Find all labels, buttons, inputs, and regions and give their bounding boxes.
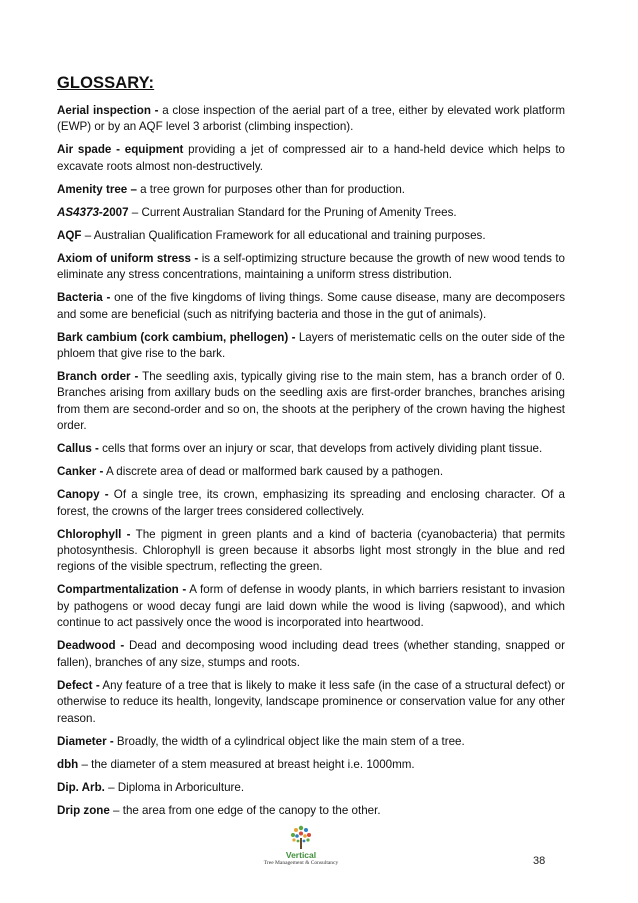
glossary-definition: – Current Australian Standard for the Pruning of Amenity Trees. — [128, 205, 457, 219]
glossary-term: Axiom of uniform stress - — [57, 251, 199, 265]
glossary-entry — [57, 330, 565, 363]
glossary-entry — [57, 487, 565, 520]
glossary-term-italic: AS4373 — [57, 205, 99, 219]
glossary-term: Deadwood - — [57, 639, 125, 653]
glossary-term: Callus - — [57, 442, 99, 456]
glossary-definition: Layers of meristematic cells on the outer side of the phloem that give rise to the bark. — [57, 330, 565, 361]
glossary-term: -2007 — [98, 205, 129, 219]
glossary-entry — [57, 251, 565, 284]
glossary-definition: The seedling axis, typically giving rise to the main stem, has a branch order of 0. Branches arising from axillary buds on the seedling axis are first-order branches, branches arising from them are second-order and so on, the shoots at the periphery of the crown having the highest order. — [57, 370, 566, 433]
glossary-entry — [57, 527, 565, 576]
glossary-definition: is a self-optimizing structure because the growth of new wood tends to eliminate any stress concentrations, maintaining a uniform stress distribution. — [57, 251, 565, 282]
glossary-term: Amenity tree – — [57, 182, 137, 196]
tree-logo-icon — [288, 824, 314, 850]
glossary-term: Defect - — [57, 678, 100, 692]
glossary-entry — [57, 228, 565, 244]
glossary-definition: A discrete area of dead or malformed bark caused by a pathogen. — [103, 465, 444, 479]
glossary-definition: – the area from one edge of the canopy to the other. — [109, 803, 381, 817]
glossary-definition: providing a jet of compressed air to a hand-held device which helps to excavate roots almost non-destructively. — [57, 143, 565, 173]
glossary-definition: Dead and decomposing wood including dead trees (whether standing, snapped or fallen), branches of any size, stumps and roots. — [57, 639, 565, 669]
glossary-term: dbh — [57, 757, 79, 771]
glossary-entry — [57, 780, 565, 796]
glossary-term: Chlorophyll - — [57, 527, 131, 541]
glossary-definition: Of a single tree, its crown, emphasizing its spreading and enclosing character. Of a forest, the crowns of the larger trees considered collectively. — [57, 488, 565, 518]
glossary-definition: – Australian Qualification Framework for all educational and training purposes. — [81, 228, 486, 242]
glossary-entry — [57, 441, 565, 457]
glossary-definition: a close inspection of the aerial part of a tree, either by elevated work platform (EWP) or by an AQF level 3 arborist (climbing inspection). — [57, 104, 565, 134]
glossary-entry — [57, 757, 565, 773]
glossary-term: Canker - — [57, 465, 104, 479]
company-logo — [253, 824, 349, 867]
glossary-entry — [57, 182, 565, 198]
glossary-term: Diameter - — [57, 734, 114, 748]
glossary-term: Bacteria - — [57, 291, 111, 305]
glossary-entry — [57, 142, 565, 175]
glossary-entry — [57, 678, 565, 727]
glossary-definition: A form of defense in woody plants, in which barriers resistant to invasion by pathogens or wood decay fungi are laid down while the wood is living (sapwood), and which continue to act passively once the wood is incorporated into heartwood. — [57, 583, 566, 630]
glossary-definition: one of the five kingdoms of living things. Some cause disease, many are decomposers and some are beneficial (such as nitrifying bacteria and those in the gut of animals). — [57, 291, 565, 321]
glossary-definition: a tree grown for purposes other than for production. — [136, 182, 406, 196]
glossary-definition: cells that forms over an injury or scar, that develops from actively dividing plant tissue. — [98, 442, 543, 456]
glossary-entry — [57, 582, 565, 631]
glossary-entry — [57, 464, 565, 480]
glossary-entry — [57, 205, 565, 221]
glossary-term: Compartmentalization - — [57, 583, 187, 597]
glossary-entry — [57, 290, 565, 323]
page-number: 38 — [533, 855, 546, 867]
glossary-entry — [57, 103, 565, 136]
glossary-definition: The pigment in green plants and a kind of bacteria (cyanobacteria) that permits photosynthesis. Chlorophyll is green because it absorbs light most strongly in the blue and red regions of the visible spectrum, reflecting the green. — [57, 527, 565, 574]
glossary-definition: – the diameter of a stem measured at breast height i.e. 1000mm. — [78, 757, 415, 771]
glossary-term: Air spade - equipment — [57, 143, 184, 157]
glossary-entry — [57, 638, 565, 671]
glossary-page — [57, 74, 565, 826]
glossary-definition: Any feature of a tree that is likely to make it less safe (in the case of a structural defect) or otherwise to reduce its health, longevity, landscape prominence or conservation value for any other reason. — [57, 678, 565, 725]
glossary-term: Branch order - — [57, 370, 139, 384]
glossary-definition: Broadly, the width of a cylindrical object like the main stem of a tree. — [113, 734, 465, 748]
logo-name: Vertical — [285, 850, 317, 860]
glossary-term: Canopy - — [57, 488, 109, 502]
glossary-entry — [57, 803, 565, 819]
glossary-entry — [57, 369, 565, 435]
glossary-term: Drip zone — [57, 803, 110, 817]
glossary-term: Bark cambium (cork cambium, phellogen) - — [57, 330, 296, 344]
glossary-definition: – Diploma in Arboriculture. — [104, 780, 245, 794]
glossary-term: AQF — [57, 228, 82, 242]
glossary-term: Aerial inspection - — [57, 104, 159, 117]
glossary-entry — [57, 734, 565, 750]
glossary-term: Dip. Arb. — [57, 780, 105, 794]
glossary-heading: GLOSSARY: — [57, 74, 155, 92]
logo-tagline: Tree Management & Consultancy — [263, 860, 339, 866]
